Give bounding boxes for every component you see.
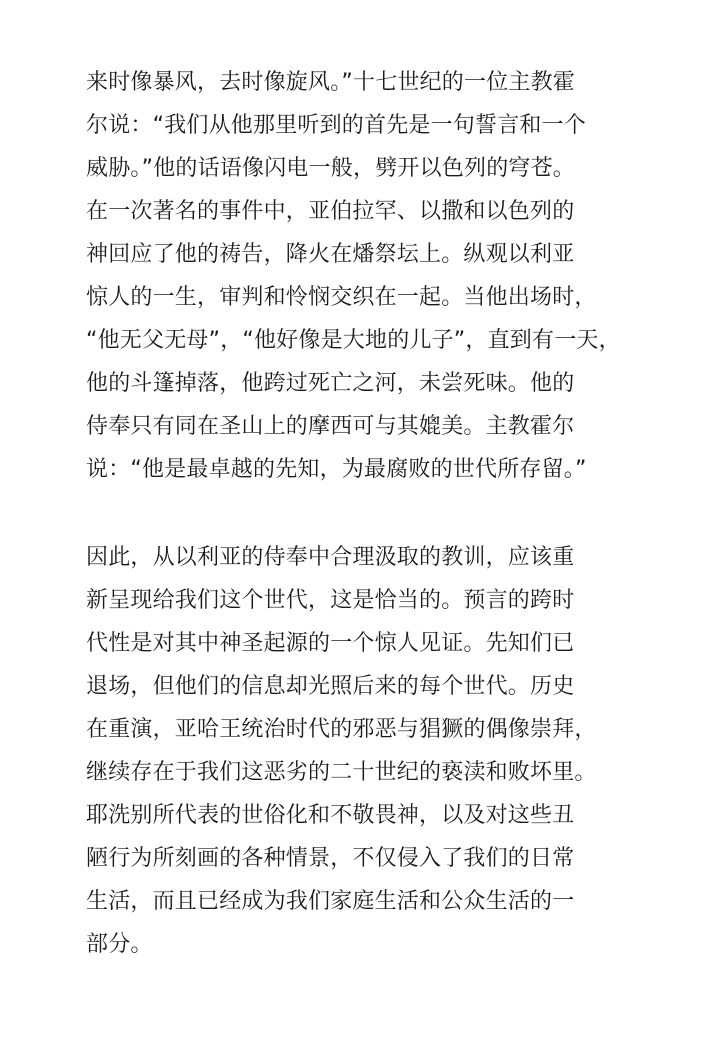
paragraph-2-line-9: 生活，而且已经成为我们家庭生活和公众生活的一 xyxy=(86,889,575,914)
paragraph-2 xyxy=(86,536,686,966)
paragraph-2-line-7: 耶洗别所代表的世俗化和不敬畏神，以及对这些丑 xyxy=(86,803,575,828)
paragraph-2-line-8: 陋行为所刻画的各种情景，不仅侵入了我们的日常 xyxy=(86,846,575,871)
paragraph-2-line-5: 在重演，亚哈王统治时代的邪恶与猖獗的偶像崇拜， xyxy=(86,717,597,742)
paragraph-1-line-9: 侍奉只有同在圣山上的摩西可与其媲美。主教霍尔 xyxy=(86,414,575,439)
paragraph-2-line-2: 新呈现给我们这个世代，这是恰当的。预言的跨时 xyxy=(86,588,575,613)
paragraph-2-line-4: 退场，但他们的信息却光照后来的每个世代。历史 xyxy=(86,674,575,699)
paragraph-1-line-5: 神回应了他的祷告，降火在燔祭坛上。纵观以利亚 xyxy=(86,242,575,267)
paragraph-1-line-2: 尔说：“我们从他那里听到的首先是一句誓言和一个 xyxy=(86,113,586,138)
paragraph-1-line-7: “他无父无母”，“他好像是大地的儿子”，直到有一天， xyxy=(86,328,621,353)
paragraph-1-line-6: 惊人的一生，审判和怜悯交织在一起。当他出场时， xyxy=(86,285,597,310)
paragraph-1-line-1: 来时像暴风，去时像旋风。”十七世纪的一位主教霍 xyxy=(86,70,575,95)
paragraph-2-line-3: 代性是对其中神圣起源的一个惊人见证。先知们已 xyxy=(86,631,575,656)
paragraph-1-line-10: 说：“他是最卓越的先知，为最腐败的世代所存留。” xyxy=(86,457,587,482)
paragraph-1-line-8: 他的斗篷掉落，他跨过死亡之河，未尝死味。他的 xyxy=(86,371,575,396)
paragraph-1 xyxy=(86,61,686,491)
paragraph-2-line-10: 部分。 xyxy=(86,932,153,957)
paragraph-1-line-4: 在一次著名的事件中，亚伯拉罕、以撒和以色列的 xyxy=(86,199,575,224)
paragraph-1-line-3: 威胁。”他的话语像闪电一般，劈开以色列的穹苍。 xyxy=(86,156,575,181)
paragraph-2-line-1: 因此，从以利亚的侍奉中合理汲取的教训，应该重 xyxy=(86,545,575,570)
paragraph-2-line-6: 继续存在于我们这恶劣的二十世纪的亵渎和败坏里。 xyxy=(86,760,597,785)
